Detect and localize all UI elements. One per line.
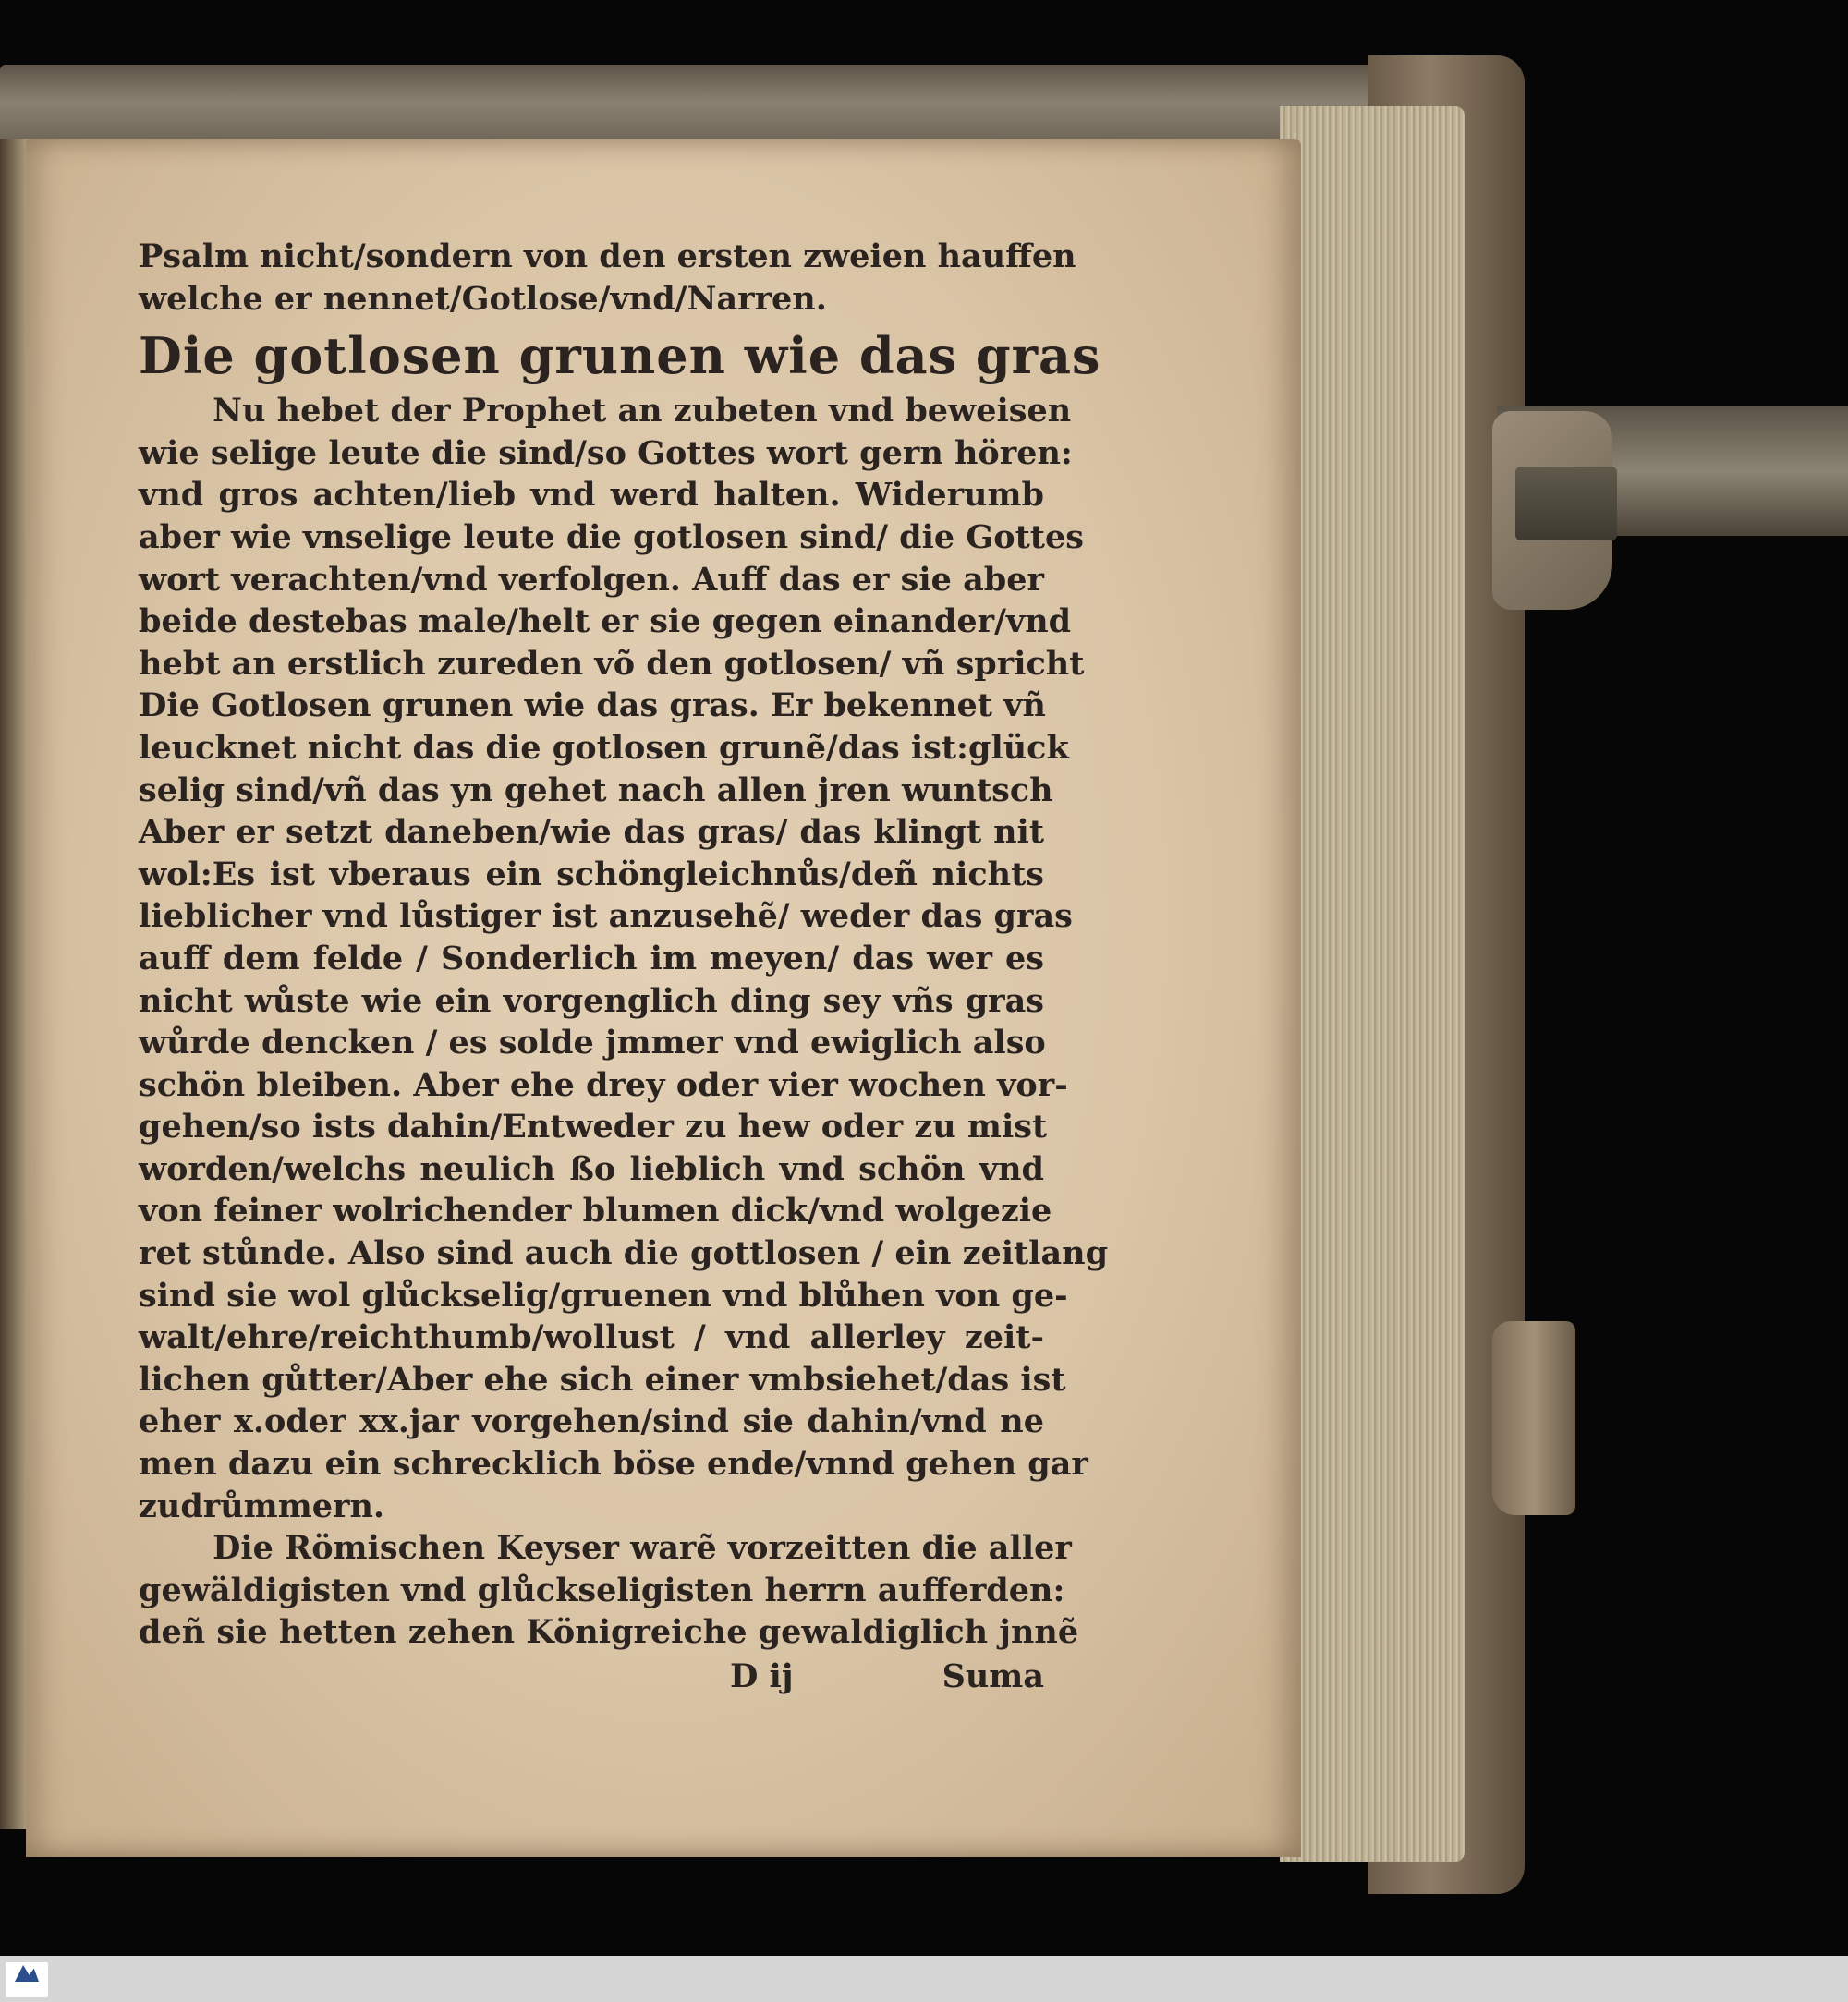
clasp-metal (1515, 467, 1617, 540)
text-line: sind sie wol glůckselig/gruenen vnd blůhen von ge- (139, 1276, 1068, 1315)
text-line: vnd gros achten/lieb vnd werd halten. Widerumb (139, 476, 1044, 515)
text-line: eher x.oder xx.jar vorgehen/sind sie dahin/vnd ne (139, 1402, 1044, 1441)
text-line: zudrůmmern. (139, 1486, 385, 1525)
text-line: lieblicher vnd lůstiger ist anzusehẽ/ weder das gras (139, 897, 1073, 936)
text-line: schön bleiben. Aber ehe drey oder vier wochen vor- (139, 1065, 1068, 1104)
text-line: Die Gotlosen grunen wie das gras. Er bekennet vñ (139, 686, 1046, 725)
text-line: lichen gůtter/Aber ehe sich einer vmbsiehet/das ist (139, 1360, 1066, 1399)
text-line: selig sind/vñ das yn gehet nach allen jren wuntsch (139, 770, 1053, 809)
text-line: nicht wůste wie ein vorgenglich ding sey vñs gras (139, 981, 1044, 1020)
text-line: von feiner wolrichender blumen dick/vnd wolgezie (139, 1192, 1052, 1231)
viewer-bottom-bar (0, 1956, 1848, 2002)
lower-clasp (1492, 1321, 1575, 1515)
page-footer (139, 1656, 1044, 1698)
text-line: Nu hebet der Prophet an zubeten vnd beweisen (213, 392, 1072, 431)
text-line: wort verachten/vnd verfolgen. Auff das er sie aber (139, 560, 1044, 599)
text-line: hebt an erstlich zureden võ den gotlosen/ vñ spricht (139, 644, 1085, 683)
signature-mark: D ij (730, 1657, 794, 1695)
text-line: Die Römischen Keyser warẽ vorzeitten die aller (213, 1529, 1072, 1568)
text-line: beide destebas male/helt er sie gegen einander/vnd (139, 602, 1072, 641)
text-line: welche er nennet/Gotlose/vnd/Narren. (139, 279, 827, 318)
text-line: men dazu ein schrecklich böse ende/vnnd gehen gar (139, 1445, 1088, 1484)
text-line: worden/welchs neulich ßo lieblich vnd schön vnd (139, 1149, 1044, 1188)
text-line: aber wie vnselige leute die gotlosen sind/ die Gottes (139, 517, 1084, 556)
text-line: gehen/so ists dahin/Entweder zu hew oder zu mist (139, 1108, 1048, 1147)
text-line: auff dem felde / Sonderlich im meyen/ das wer es (139, 939, 1044, 977)
text-line: Psalm nicht/sondern von den ersten zweien hauffen (139, 237, 1076, 275)
text-line: gewäldigisten vnd glůckseligisten herrn aufferden: (139, 1571, 1065, 1609)
text-line: wie selige leute die sind/so Gottes wort gern hören: (139, 433, 1073, 472)
text-line: wůrde dencken / es solde jmmer vnd ewiglich also (139, 1024, 1046, 1062)
page-text (139, 236, 1109, 1698)
text-line: wol:Es ist vberaus ein schöngleichnůs/deñ nichts (139, 855, 1044, 893)
text-line: leucknet nicht das die gotlosen grunẽ/das ist:glück (139, 728, 1069, 767)
text-line: deñ sie hetten zehen Königreiche gewaldiglich jnnẽ (139, 1613, 1079, 1652)
text-line: walt/ehre/reichthumb/wollust / vnd allerley zeit- (139, 1318, 1044, 1357)
section-heading: Die gotlosen grunen wie das gras (139, 326, 1101, 386)
text-line: ret stůnde. Also sind auch die gottlosen / ein zeitlang (139, 1234, 1109, 1273)
page-edges (1280, 106, 1465, 1862)
catchword: Suma (942, 1657, 1044, 1695)
text-line: Aber er setzt daneben/wie das gras/ das klingt nit (139, 813, 1044, 852)
